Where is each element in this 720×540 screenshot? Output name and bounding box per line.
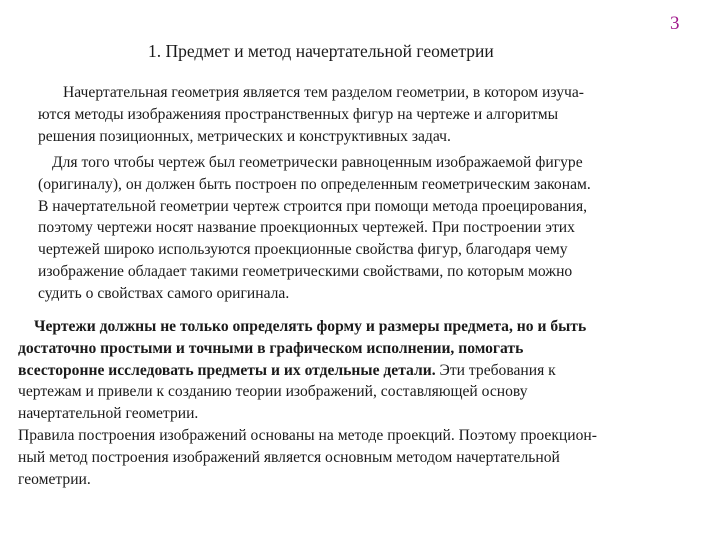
text-line: Для того чтобы чертеж был геометрически равноценным изображаемой фигуре	[52, 154, 583, 171]
bold-text-segment: всесторонне исследовать предметы и их отдельные детали.	[18, 361, 436, 379]
text-line: судить о свойствах самого оригинала.	[38, 284, 290, 302]
paragraph-drawing-requirements	[18, 316, 597, 490]
text-line: изображение обладает такими геометрическими свойствами, по которым можно	[38, 262, 573, 280]
text-line: чертежам и привели к созданию теории изображений, составляющей основу	[18, 383, 528, 401]
text-line: ются методы изображенияя пространственных фигур на чертеже и алгоритмы	[38, 105, 559, 123]
text-line: Правила построения изображений основаны на методе проекций. Поэтому проекцион-	[18, 426, 597, 444]
page-number: 3	[670, 13, 680, 34]
text-line: чертежей широко используются проекционные свойства фигур, благодаря чему	[38, 241, 568, 259]
paragraph-definition	[38, 82, 584, 147]
text-line: ный метод построения изображений является основным методом начертательной	[18, 448, 560, 466]
page-title: 1. Предмет и метод начертательной геометрии	[148, 41, 494, 61]
text-line: (оригиналу), он должен быть построен по определенным геометрическим законам.	[38, 175, 591, 193]
mixed-text-line	[18, 360, 597, 382]
text-line: Начертательная геометрия является тем разделом геометрии, в котором изуча-	[63, 84, 584, 101]
text-line: геометрии.	[18, 470, 91, 488]
text-line: поэтому чертежи носят название проекционных чертежей. При построении этих	[38, 219, 575, 237]
text-line: решения позиционных, метрических и конструктивных задач.	[38, 127, 451, 145]
text-line: начертательной геометрии.	[18, 405, 199, 423]
paragraph-projection-method	[38, 152, 591, 305]
text-segment: Эти требования к	[435, 361, 556, 379]
text-line: В начертательной геометрии чертеж строится при помощи метода проецирования,	[38, 197, 588, 215]
bold-text-line: достаточно простыми и точными в графическом исполнении, помогать	[18, 339, 524, 357]
bold-text-line: Чертежи должны не только определять форму и размеры предмета, но и быть	[34, 318, 587, 335]
